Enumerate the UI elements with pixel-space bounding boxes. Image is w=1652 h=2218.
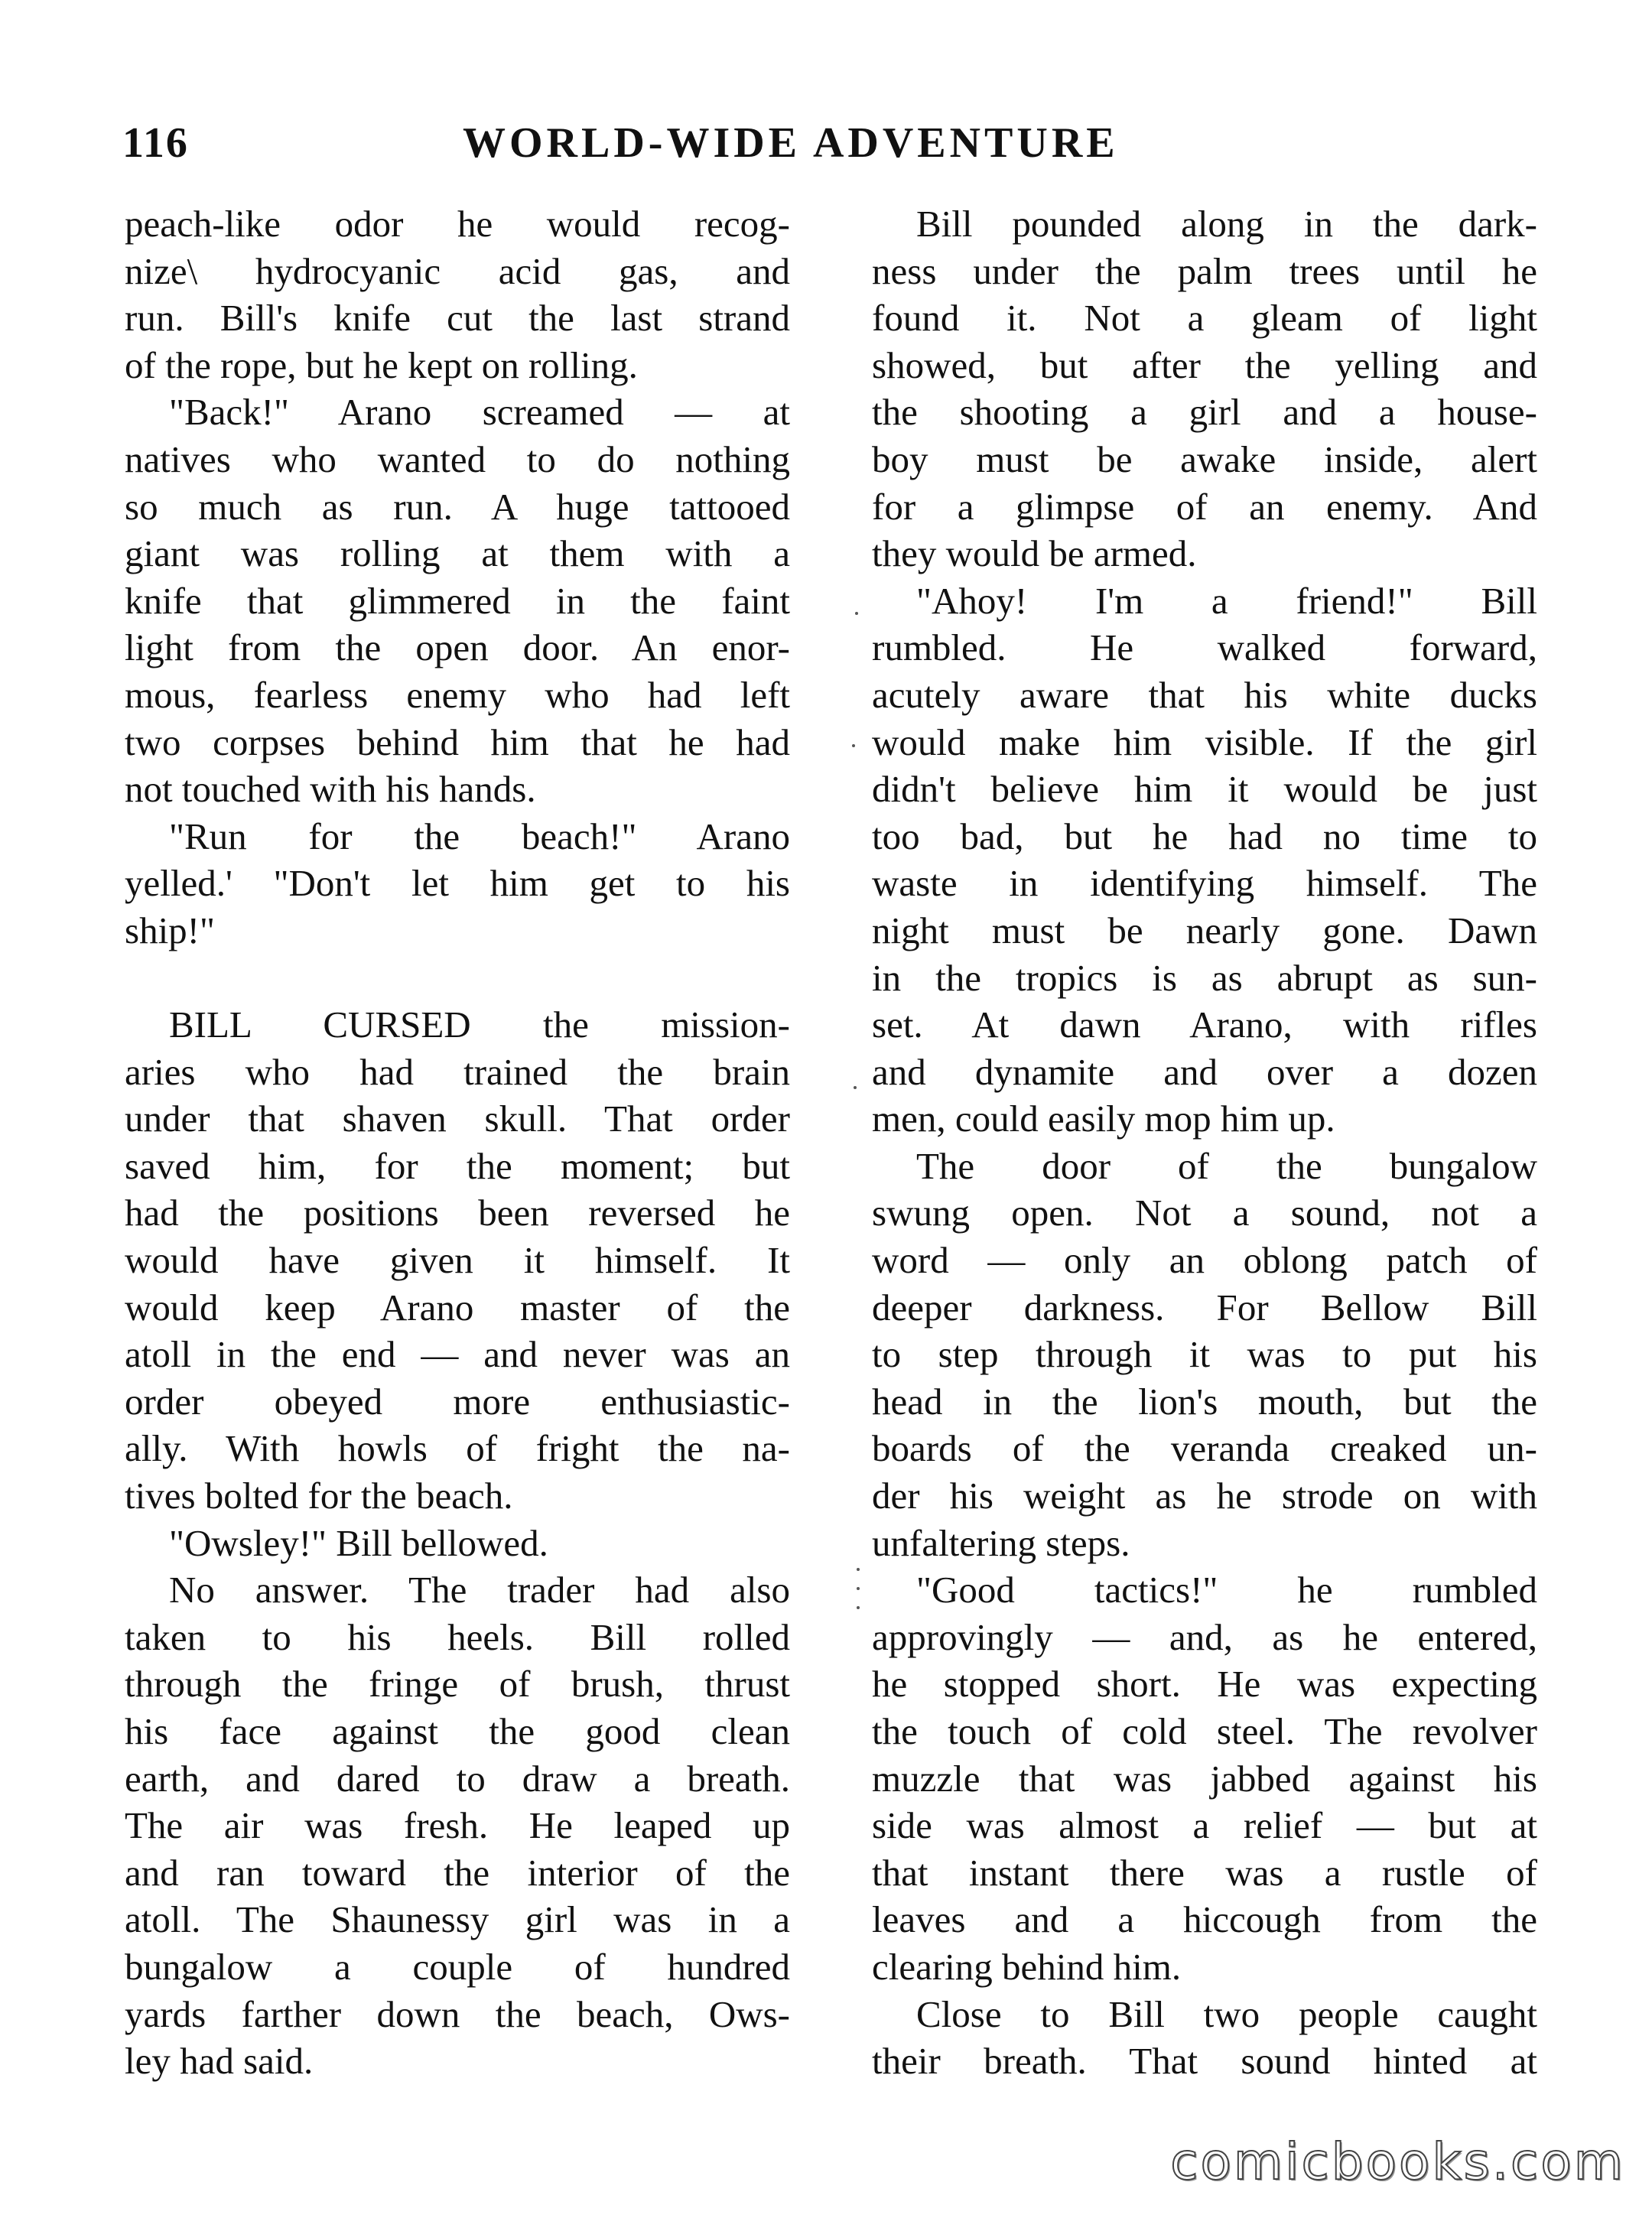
right-column-text-line: and dynamite and over a dozen [872,1050,1537,1093]
left-column-text-line: under that shaven skull. That order [125,1098,790,1140]
right-column-text-line: night must be nearly gone. Dawn [872,909,1537,951]
left-column-text-line: No answer. The trader had also [169,1569,790,1611]
left-column-text-line: nize\ hydrocyanic acid gas, and [125,249,790,292]
right-column-text-line: to step through it was to put his [872,1333,1537,1376]
left-column-text-line: earth, and dared to draw a breath. [125,1757,790,1800]
left-column-text-line: bungalow a couple of hundred [125,1945,790,1988]
left-column-text-line: "Back!" Arano screamed — at [169,391,790,434]
left-column-text-line: would keep Arano master of the [125,1286,790,1329]
left-column-text-line: peach-like odor he would recog- [125,203,790,245]
right-column-text-line: too bad, but he had no time to [872,815,1537,857]
right-column-text-line: muzzle that was jabbed against his [872,1757,1537,1800]
right-column-text-line: their breath. That sound hinted at [872,2040,1537,2083]
left-column-text-line: mous, fearless enemy who had left [125,673,790,716]
right-column-text-line: leaves and a hiccough from the [872,1898,1537,1941]
right-column-text-line: found it. Not a gleam of light [872,297,1537,340]
left-column-text-line: run. Bill's knife cut the last strand [125,297,790,340]
left-column-text-line: two corpses behind him that he had [125,720,790,763]
right-column-text-line: clearing behind him. [872,1945,1182,1988]
right-column-text-line: would make him visible. If the girl [872,720,1537,763]
left-column-text-line: "Run for the beach!" Arano [169,815,790,857]
left-column-text-line: BILL CURSED the mission- [169,1003,790,1046]
print-specks [850,597,866,1667]
right-column-text-line: didn't believe him it would be just [872,768,1537,811]
right-column-text-line: side was almost a relief — but at [872,1804,1537,1847]
right-column-text-line: head in the lion's mouth, but the [872,1380,1537,1423]
right-column-text-line: set. At dawn Arano, with rifles [872,1003,1537,1046]
left-column-text-line [125,955,790,1002]
right-column-text-line: rumbled. He walked forward, [872,626,1537,669]
left-column-text-line: light from the open door. An enor- [125,626,790,669]
left-column-text-line: yelled.' "Don't let him get to his [125,862,790,905]
running-title: WORLD-WIDE ADVENTURE [463,119,1119,167]
left-column-text-line: and ran toward the interior of the [125,1851,790,1894]
left-column-text-line: of the rope, but he kept on rolling. [125,343,638,386]
right-column-text-line: the touch of cold steel. The revolver [872,1710,1537,1752]
right-column-text-line: deeper darkness. For Bellow Bill [872,1286,1537,1329]
left-column-text-line: giant was rolling at them with a [125,532,790,575]
right-column-text-line: Close to Bill two people caught [916,1992,1537,2035]
right-column-text-line: in the tropics is as abrupt as sun- [872,956,1537,999]
right-column-text-line: Bill pounded along in the dark- [916,203,1537,245]
left-column-text-line: order obeyed more enthusiastic- [125,1380,790,1423]
right-column-text-line: der his weight as he strode on with [872,1475,1537,1517]
left-column-text-line: had the positions been reversed he [125,1192,790,1234]
right-column-text-line: waste in identifying himself. The [872,862,1537,905]
right-column-text-line: men, could easily mop him up. [872,1098,1335,1140]
left-column-text-line: saved him, for the moment; but [125,1144,790,1187]
right-text-column [872,200,1537,2085]
left-column-text-line: ley had said. [125,2040,314,2083]
left-column-text-line: knife that glimmered in the faint [125,579,790,622]
left-column-text-line: atoll in the end — and never was an [125,1333,790,1376]
right-column-text-line: ness under the palm trees until he [872,249,1537,292]
right-column-text-line: approvingly — and, as he entered, [872,1615,1537,1658]
left-column-text-line: so much as run. A huge tattooed [125,485,790,528]
page-number: 116 [122,119,189,167]
left-column-text-line: ally. With howls of fright the na- [125,1427,790,1470]
right-column-text-line: that instant there was a rustle of [872,1851,1537,1894]
right-column-text-line: boy must be awake inside, alert [872,437,1537,480]
left-column-text-line: atoll. The Shaunessy girl was in a [125,1898,790,1941]
left-column-text-line: natives who wanted to do nothing [125,437,790,480]
left-column-text-line: aries who had trained the brain [125,1050,790,1093]
right-column-text-line: word — only an oblong patch of [872,1239,1537,1282]
right-column-text-line: "Ahoy! I'm a friend!" Bill [916,579,1537,622]
right-column-text-line: "Good tactics!" he rumbled [916,1569,1537,1611]
right-column-text-line: acutely aware that his white ducks [872,673,1537,716]
right-column-text-line: boards of the veranda creaked un- [872,1427,1537,1470]
watermark-logo: comicbooks.com [1170,2132,1625,2191]
left-column-text-line: "Owsley!" Bill bellowed. [169,1521,548,1564]
left-column-text-line: his face against the good clean [125,1710,790,1752]
left-column-text-line: ship!" [125,909,216,951]
left-column-text-line: tives bolted for the beach. [125,1475,513,1517]
left-text-column [125,200,790,2085]
right-column-text-line: The door of the bungalow [916,1144,1537,1187]
right-column-text-line: the shooting a girl and a house- [872,391,1537,434]
left-column-text-line: The air was fresh. He leaped up [125,1804,790,1847]
right-column-text-line: showed, but after the yelling and [872,343,1537,386]
right-column-text-line: for a glimpse of an enemy. And [872,485,1537,528]
right-column-text-line: he stopped short. He was expecting [872,1663,1537,1706]
right-column-text-line: swung open. Not a sound, not a [872,1192,1537,1234]
page-header [122,119,1545,172]
left-column-text-line: not touched with his hands. [125,768,536,811]
right-column-text-line: they would be armed. [872,532,1197,575]
left-column-text-line: taken to his heels. Bill rolled [125,1615,790,1658]
left-column-text-line: through the fringe of brush, thrust [125,1663,790,1706]
left-column-text-line: yards farther down the beach, Ows- [125,1992,790,2035]
right-column-text-line: unfaltering steps. [872,1521,1130,1564]
left-column-text-line: would have given it himself. It [125,1239,790,1282]
